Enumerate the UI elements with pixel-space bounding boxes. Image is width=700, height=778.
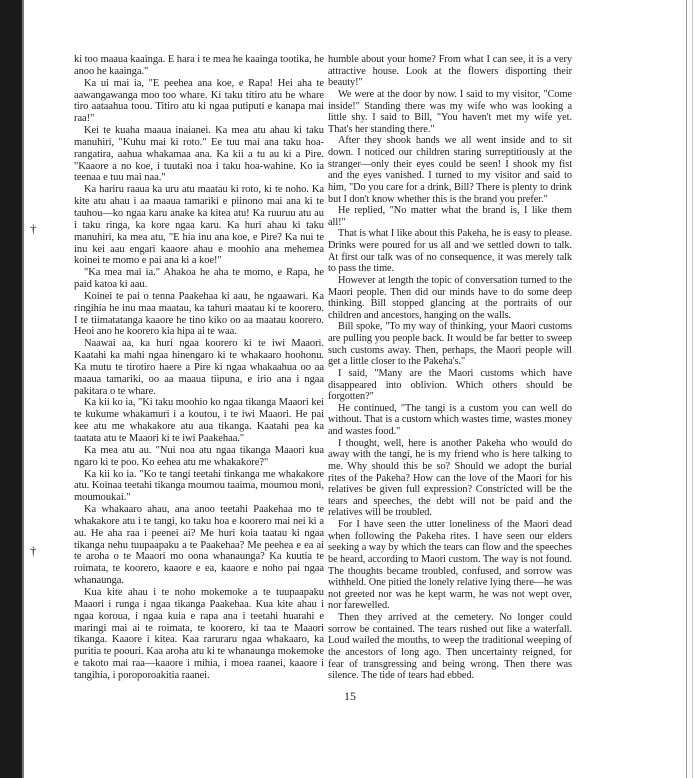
binding-mark-icon: †	[30, 543, 37, 558]
page-binding-shadow	[22, 0, 24, 778]
paragraph: I thought, well, here is another Pakeha who would do away with the tangi, he is my friend who is here talking to me. Why should this be so? Should we adopt the burial rites of the Pakeha? How can the love of the Maori for his relatives be given full expression? Constricted will be the tears and speeches, the debt will not be paid and the relatives will be troubled.	[328, 437, 572, 519]
paragraph: Koinei te pai o tenna Paakehaa ki aau, he ngaawari. Ka ringihia he inu maa maatau, ka tahuri maatau ki te koorero. I te tiimatatanga kaaore he tino kiko oo aa maatau koorero. Heoi ano he koorero kia hipa ai te waa.	[74, 290, 324, 338]
paragraph: Ka hariru raaua ka uru atu maatau ki roto, ki te noho. Ka kite atu ahau i aa maaua tamariki e piinono mai ana ki te tauhou—ko ngaa karu anake ka kitea atu! Ka ruuruu atu au i taku ringa, ka kore ngaa karu. Ka huri ahau ki taku manuhiri, ka mea atu, "E hia inu ana koe, e Pire? Ka nui te inu kei aau engari kaaore ahau e moohio ana mehemea koinei te momo e pai ana ki a koe!"	[74, 184, 324, 267]
paragraph: I said, "Many are the Maori customs which have disappeared into oblivion. Which others should be forgotten?"	[328, 367, 572, 403]
paragraph: Kei te kuaha maaua inaianei. Ka mea atu ahau ki taku manuhiri, "Kuhu mai ki roto." Ee tuu mai ana taku hoa-rangatira, aahua whakamaa ana. Ka kii a tu au ki a Pire. "Kaaore a no koe, i tuutaki noa i taku hoa-wahine. Ko ia teenaa e tuu mai naa."	[74, 125, 324, 184]
paragraph: Ka whakaaro ahau, ana anoo teetahi Paakehaa mo te whakakore atu i te tangi, ko taku hoa e koorero mai nei ki a au. He aha raa i peenei ai? Me huri koia taatau ki ngaa tikanga nehu tuupaapaku a te Paakehaa? Me peehea e ea ai te aroha o te Maaori mo oona whanaunga? Ka kuutia te roimata, te koorero, kaaore e ea, kaaore e noho pai ngaa whanaunga.	[74, 504, 324, 587]
paragraph: Ka ui mai ia, "E peehea ana koe, e Rapa! Hei aha te aawangawanga moo too whare. Ki taku titiro atu he whare tiro aataahua toou. Titiro atu ki ngaa putiputi e kanapa mai raa!"	[74, 77, 324, 125]
page-right-edge-inner	[692, 0, 693, 778]
paragraph: humble about your home? From what I can see, it is a very attractive house. Look at the flowers disporting their beauty!"	[328, 54, 572, 89]
paragraph: ki too maaua kaainga. E hara i te mea he kaainga tootika, he anoo he kaainga."	[74, 54, 324, 77]
paragraph: However at length the topic of conversation turned to the Maori people. Then did our minds have to do some deep thinking. Bill stopped glancing at the portraits of our children and ancestors, hanging on the walls.	[328, 274, 572, 321]
paragraph: Then they arrived at the cemetery. No longer could sorrow be contained. The tears rushed out like a waterfall. Loud wailed the mouths, to weep the traditional weeping of the ancestors of long ago. Then uncertainty reigned, for fear of transgressing and being wrong. Then there was silence. The tide of tears had ebbed.	[328, 612, 572, 682]
paragraph: We were at the door by now. I said to my visitor, "Come inside!" Standing there was my wife who was looking a little shy. I said to Bill, "You haven't met my wife yet. That's her standing there."	[328, 88, 572, 135]
paragraph: After they shook hands we all went inside and to sit down. I noticed our children staring surreptitiously at the stranger—only their eyes could be seen! I shook my fist and the eyes vanished. I turned to my visitor and said to him, "Do you care for a drink, Bill? There is plenty to drink but I don't know whether this is the brand you prefer."	[328, 135, 572, 205]
paragraph: He replied, "No matter what the brand is, I like them all!"	[328, 205, 572, 228]
binding-mark-icon: †	[30, 221, 37, 236]
paragraph: "Ka mea mai ia." Ahakoa he aha te momo, e Rapa, he paid katoa ki aau.	[74, 267, 324, 291]
paragraph: He continued, "The tangi is a custom you can well do without. That is a custom which wastes time, wastes money and wastes food."	[328, 402, 572, 437]
page-number: 15	[344, 689, 356, 703]
paragraph: Kua kite ahau i te noho mokemoke a te tuupaapaku Maaori i runga i ngaa tikanga Paakehaa. Kua kite ahau i ngaa koroua, i ngaa kuia e rapa ana i teetahi huarahi e maringi mai ai te roimata, te koorero, ki taa te Maaori tikanga. Kaaore i kitea. Kaa raruraru ngaa whakaaro, ka puritia te poouri. Kaa aroha atu ki te whanaunga mokemoke e takoto mai raa—kaaore i mihia, i moea raanei, kaaore i tangihia, i poroporoakitia raanei.	[74, 586, 324, 681]
paragraph: Naawai aa, ka huri ngaa koorero ki te iwi Maaori. Kaatahi ka mahi ngaa hinengaro ki te whakaaro hoohonu. Ka mutu te tirotiro haere a Pire ki ngaa whakaahua oo aa maaua tamariki, oo aa maaua tiipuna, e irio ana i ngaa pakitara o te whare.	[74, 338, 324, 397]
paragraph: That is what I like about this Pakeha, he is easy to please. Drinks were poured for us all and we settled down to talk. At first our talk was of no consequence, it was merely talk to pass the time.	[328, 228, 572, 275]
english-text-column	[328, 54, 572, 682]
paragraph: For I have seen the utter loneliness of the Maori dead when following the Pakeha rites. I have seen our elders seeking a way by which the tears can flow and the speeches be heard, according to Maori custom. The way is not found. The thoughts became troubled, confused, and sorrow was withheld. One pitied the lonely relative lying there—he was not greeted nor was he kept warm, he was not wept over, nor farewelled.	[328, 519, 572, 612]
maori-text-column	[74, 54, 324, 682]
paragraph: Ka mea atu au. "Nui noa atu ngaa tikanga Maaori kua ngaro ki te poo. Ko eehea atu me whakakore?"	[74, 444, 324, 468]
page-binding-edge	[0, 0, 22, 778]
paragraph: Ka kii ko ia. "Ko te tangi teetahi tinkanga me whakakore atu. Koinaa teetahi tikanga moumou taaima, moumou moni, moumoukai."	[74, 468, 324, 504]
paragraph: Ka kii ko ia, "Ki taku moohio ko ngaa tikanga Maaori kei te kukume whakamuri i a koutou, i te iwi Maaori. He pai kee atu me whakakore atu aua tikanga. Kaatahi pea ka taatata atu te Maaori ki te iwi Paakehaa."	[74, 397, 324, 444]
page-right-edge	[686, 0, 687, 778]
paragraph: Bill spoke, "To my way of thinking, your Maori customs are pulling you people back. It would be far better to sweep such customs away. Then, perhaps, the Maori people will get a little closer to the Pakeha's."	[328, 321, 572, 368]
